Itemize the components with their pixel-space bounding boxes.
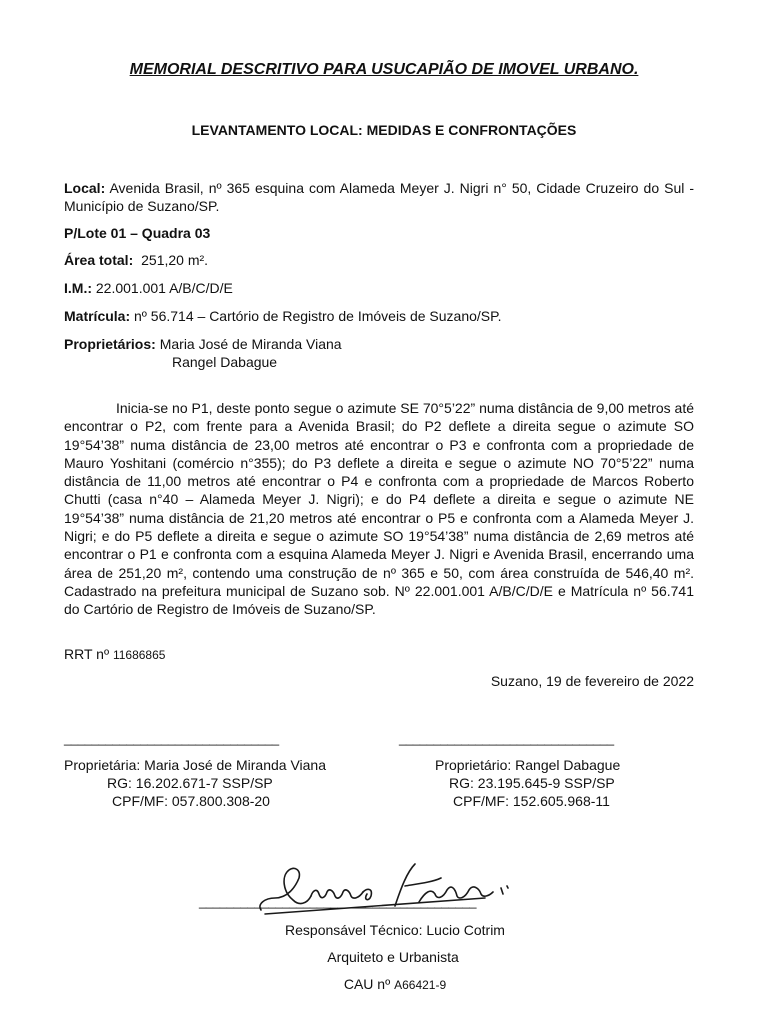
owner-right-role-line [435,756,695,774]
lote-field: P/Lote 01 – Quadra 03 [64,225,211,241]
area-field [64,251,694,269]
technical-responsible: Responsável Técnico: Lucio Cotrim [285,922,505,938]
owner-left-block [64,756,364,810]
owner-right-cpf: CPF/MF: 152.605.968-11 [453,793,610,809]
proprietario-name-1: Maria José de Miranda Viana [159,336,342,352]
owner-left-role: Proprietária: [64,757,141,773]
matricula-field [64,307,694,325]
handwritten-signature [255,858,525,920]
proprietarios-label: Proprietários: [64,336,156,352]
owner-right-block [435,756,695,810]
technical-profession: Arquiteto e Urbanista [327,949,459,965]
technical-block [0,921,768,994]
signature-line-technical: ________________________________________ [199,894,477,909]
local-label: Local: [64,180,106,196]
description-paragraph: Inicia-se no P1, deste ponto segue o azimute SE 70°5’22” numa distância de 9,00 metros até encontrar o P2, com frente para a Avenida Brasil; do P2 deflete a direita segue o azimute SO 19°54’38” numa distância de 23,00 metros até encontrar o P3 e confronta com a propriedade de Mauro Yoshitani (comércio n°355); do P3 deflete a direita e segue o azimute NO 70°5’22” numa distância de 11,00 metros até encontrar o P4 e confronta com a propriedade de Marcos Roberto Chutti (casa n°40 – Alameda Meyer J. Nigri); e do P4 deflete a direita e segue o azimute NE 19°54’38” numa distância de 21,20 metros até encontrar o P5 e confronta com a Alameda Meyer J. Nigri; e do P5 deflete a direita e segue o azimute SO 19°54’38” numa distância de 2,69 metros até encontrar o P1 e confronta com a esquina Alameda Meyer J. Nigri e Avenida Brasil, encerrando uma área de 251,20 m², contendo uma construção de nº 365 e 50, com área construída de 546,40 m². Cadastrado na prefeitura municipal de Suzano sob. Nº 22.001.001 A/B/C/D/E e Matrícula nº 56.741 do Cartório de Registro de Imóveis de Suzano/SP. [64,400,694,618]
rrt-field [64,645,165,664]
technical-cau [0,975,768,994]
owner-left-name: Maria José de Miranda Viana [144,757,326,773]
signature-line-left: _______________________________ [64,731,279,746]
document-title: MEMORIAL DESCRITIVO PARA USUCAPIÃO DE IMOVEL URBANO. [129,61,639,78]
im-value: 22.001.001 A/B/C/D/E [95,280,233,296]
document-date: Suzano, 19 de fevereiro de 2022 [490,673,694,689]
local-field [64,179,694,215]
cau-label: CAU nº [343,976,391,992]
document-subtitle: LEVANTAMENTO LOCAL: MEDIDAS E CONFRONTAÇÕES [191,122,577,138]
area-value: 251,20 m². [141,252,209,268]
local-value: Avenida Brasil, nº 365 esquina com Alameda Meyer J. Nigri n° 50, Cidade Cruzeiro do Sul - Município de Suzano/SP. [64,180,694,214]
proprietarios-field [64,335,694,353]
rrt-label: RRT nº [64,646,110,662]
matricula-value: nº 56.714 – Cartório de Registro de Imóveis de Suzano/SP. [134,308,502,324]
matricula-label: Matrícula: [64,308,131,324]
rrt-value: 11686865 [112,648,166,662]
area-label: Área total: [64,252,134,268]
im-label: I.M.: [64,280,92,296]
owner-left-cpf: CPF/MF: 057.800.308-20 [112,793,270,809]
cau-value: A66421-9 [394,978,447,992]
owner-right-role: Proprietário: [435,757,512,773]
owner-right-name: Rangel Dabague [515,757,621,773]
owner-left-rg: RG: 16.202.671-7 SSP/SP [107,775,273,791]
signature-line-right: _______________________________ [399,731,614,746]
owner-right-rg: RG: 23.195.645-9 SSP/SP [449,775,615,791]
proprietario-name-2: Rangel Dabague [172,354,278,370]
im-field [64,279,694,297]
owner-left-role-line [64,756,364,774]
